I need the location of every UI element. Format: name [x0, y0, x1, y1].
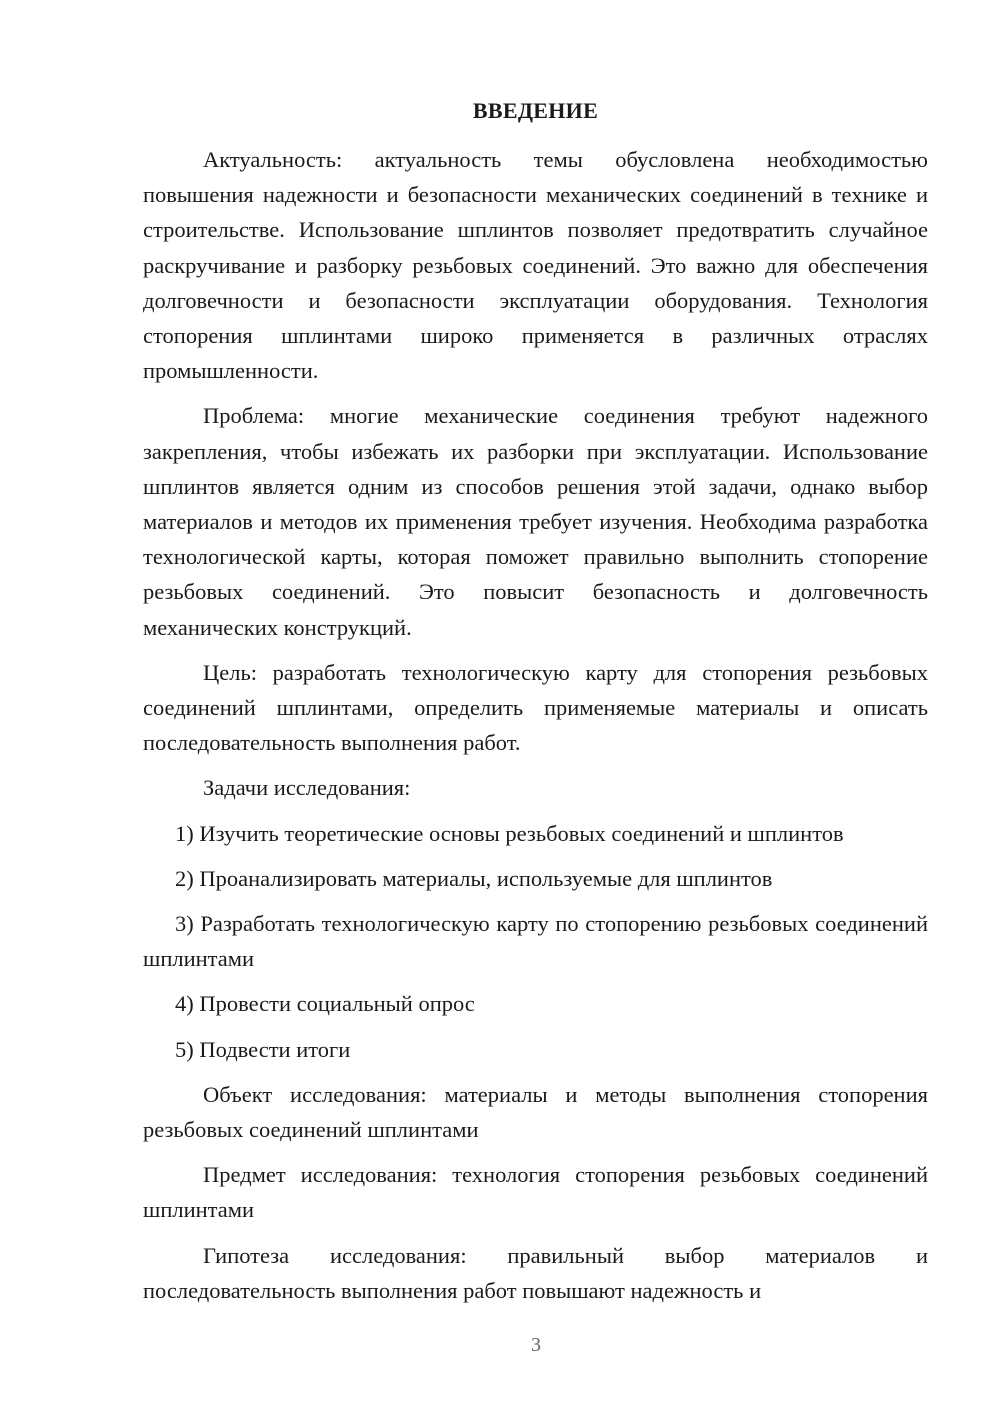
task-item: 2) Проанализировать материалы, используемые для шплинтов [175, 865, 773, 891]
paragraph-hypothesis: Гипотеза исследования: правильный выбор материалов и последовательность выполнения работ повышают надежность и [143, 1242, 928, 1303]
paragraph-relevance: Актуальность: актуальность темы обусловлена необходимостью повышения надежности и безопасности механических соединений в технике и строительстве. Использование шплинтов позволяет предотвратить случайное раскручивание и разборку резьбовых соединений. Это важно для обеспечения долговечности и безопасности эксплуатации оборудования. Технология стопорения шплинтами широко применяется в различных отраслях промышленности. [143, 147, 928, 384]
task-item: 4) Провести социальный опрос [175, 991, 475, 1017]
page-title: ВВЕДЕНИЕ [472, 98, 599, 123]
task-item: 3) Разработать технологическую карту по стопорению резьбовых соединений шплинтами [143, 911, 928, 972]
document-body [143, 142, 928, 1318]
task-item: 5) Подвести итоги [175, 1036, 351, 1062]
paragraph-subject: Предмет исследования: технология стопорения резьбовых соединений шплинтами [143, 1162, 928, 1223]
task-item: 1) Изучить теоретические основы резьбовых соединений и шплинтов [175, 820, 844, 846]
page-number: 3 [531, 1334, 541, 1356]
paragraph-goal: Цель: разработать технологическую карту для стопорения резьбовых соединений шплинтами, определить применяемые материалы и описать последовательность выполнения работ. [143, 659, 928, 756]
paragraph-problem: Проблема: многие механические соединения требуют надежного закрепления, чтобы избежать их разборки при эксплуатации. Использование шплинтов является одним из способов решения этой задачи, однако выбор материалов и методов их применения требует изучения. Необходима разработка технологической карты, которая поможет правильно выполнить стопорение резьбовых соединений. Это повысит безопасность и долговечность механических конструкций. [143, 403, 928, 640]
paragraph-tasks-heading: Задачи исследования: [203, 775, 411, 801]
paragraph-object: Объект исследования: материалы и методы выполнения стопорения резьбовых соединений шплинтами [143, 1081, 928, 1143]
